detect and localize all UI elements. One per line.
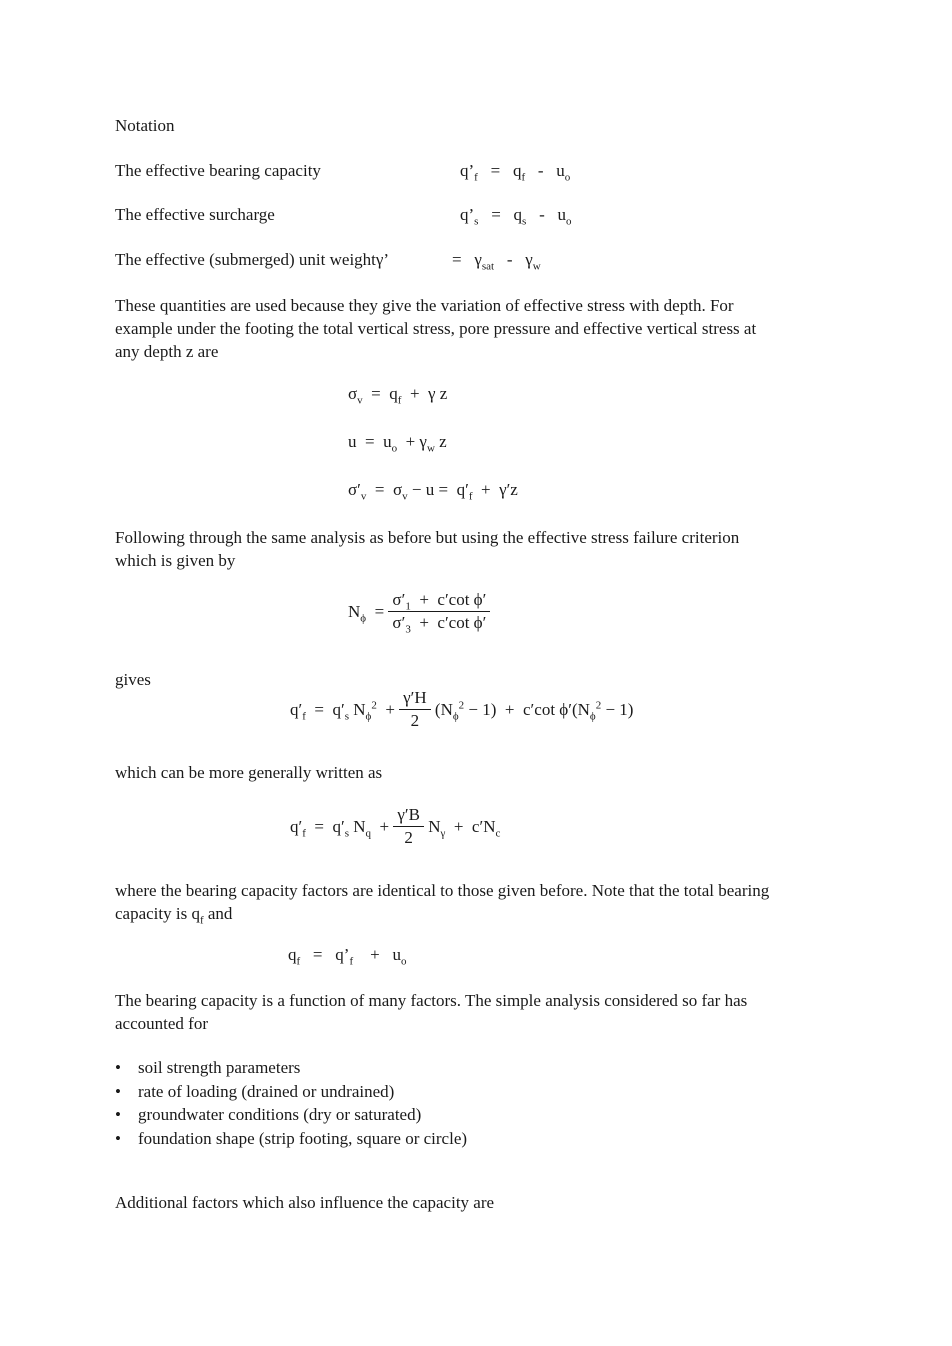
list-item: • soil strength parameters — [115, 1056, 467, 1080]
definition-surcharge-label: The effective surcharge — [115, 205, 275, 224]
equation-total-bearing: $q_f$ = $q’_f$ + $u_o$ — [288, 945, 407, 968]
equation-effective-stress: $\sigma'_v = \sigma_v - u = q'_f + \gamma'z$ — [348, 480, 518, 503]
paragraph-effective-stress: These quantities are used because they give the variation of effective stress with depth. For example under the footing the total vertical stress, pore pressure and effective vertical stress at any depth z are — [115, 296, 757, 361]
list-item: • foundation shape (strip footing, square or circle) — [115, 1127, 467, 1151]
definition-unit-weight-equation: = $\gamma_{sat}$ - $\gamma_w$ — [452, 250, 541, 273]
definition-surcharge-equation: $q’_s$ = $q_s$ - $u_o$ — [460, 205, 572, 228]
equation-n-phi: $N_\phi$ = $\frac{\sigma'_1 + c'\cot \phi'}{\sigma'_3 + c'\cot \phi'}$ — [348, 590, 490, 633]
paragraph-bearing-factors: where the bearing capacity factors are identical to those given before. Note that the total bearing capacity is $q_f$ and — [115, 881, 770, 927]
equation-bearing-capacity-full: $q'_f = q'_s$ $N_\phi^2$ + $\frac{\gamma'H}{2}$ $(N_\phi^2 - 1) + c'\cot$ $\phi'(N_\phi^2 - 1)$ — [290, 688, 634, 730]
section-heading: Notation — [115, 116, 175, 135]
definition-bearing-label: The effective bearing capacity — [115, 161, 321, 180]
definition-unit-weight: The effective (submerged) unit weightγ’ — [115, 250, 390, 269]
equation-bearing-capacity-general: $q'_f = q'_s$ $N_q$ + $\frac{\gamma'B}{2}$ $N_\gamma + c'N_c$ — [290, 805, 501, 847]
paragraph-general-form: which can be more generally written as — [115, 763, 383, 782]
paragraph-additional-factors: Additional factors which also influence the capacity are — [115, 1193, 495, 1212]
paragraph-factors: The bearing capacity is a function of many factors. The simple analysis considered so far has accounted for — [115, 991, 748, 1033]
list-item: • rate of loading (drained or undrained) — [115, 1080, 467, 1104]
paragraph-failure-criterion: Following through the same analysis as before but using the effective stress failure criterion which is given by — [115, 528, 740, 570]
equation-pore-pressure: $u = u_o + \gamma_w$ z — [348, 432, 447, 455]
equation-total-stress: $\sigma_v = q_f + \gamma$ z — [348, 384, 448, 407]
text-gives: gives — [115, 670, 151, 689]
definition-bearing-equation: $q’_f$ = $q_f$ - $u_o$ — [460, 161, 571, 184]
factors-list — [115, 1056, 467, 1150]
list-item: • groundwater conditions (dry or saturated) — [115, 1103, 467, 1127]
